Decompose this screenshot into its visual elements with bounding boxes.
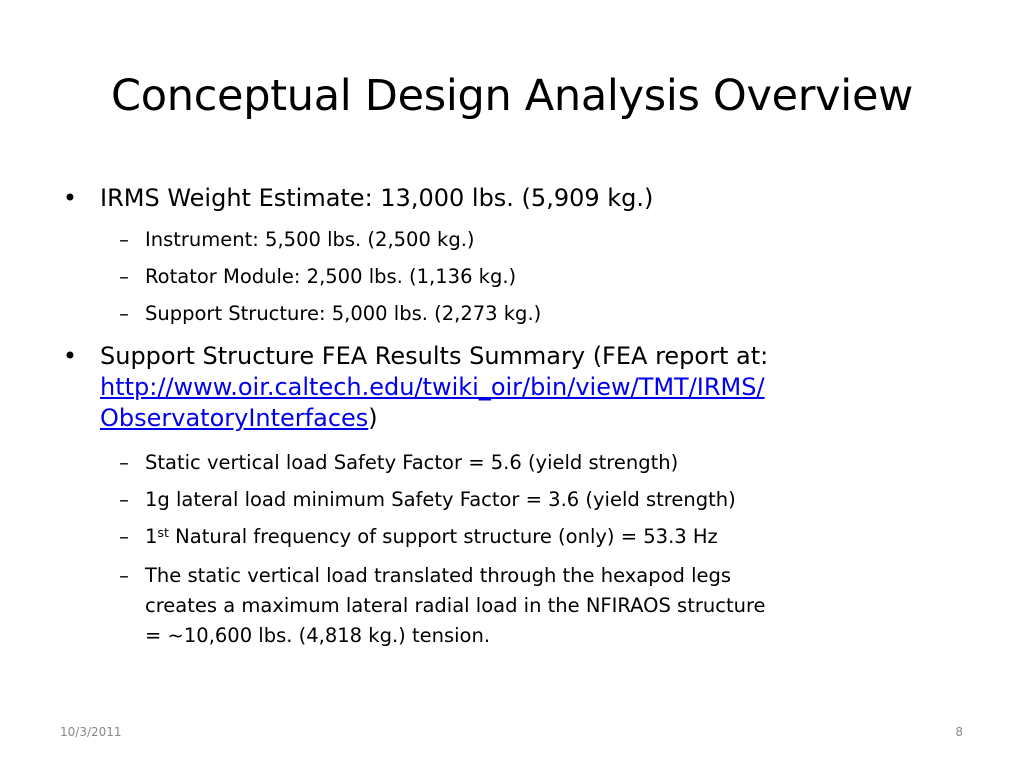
fea-report-link-continued[interactable]: ObservatoryInterfaces: [100, 404, 369, 432]
sub-marker: –: [119, 302, 129, 325]
bullet-weight-estimate: [62, 183, 960, 214]
sub-marker: –: [119, 525, 129, 548]
footer-date: 10/3/2011: [60, 725, 122, 739]
sub-item-text: Instrument: 5,500 lbs. (2,500 kg.): [145, 228, 475, 251]
sub-item-text-prefix: 1: [145, 525, 158, 548]
sub-item-lateral-safety-factor: [119, 485, 955, 515]
sub-item-hexapod-load: [119, 561, 955, 651]
sub-item-support-structure: [119, 299, 955, 329]
sub-item-text: Support Structure: 5,000 lbs. (2,273 kg.): [145, 302, 542, 325]
sub-marker: –: [119, 564, 129, 587]
sub-item-text-rest: Natural frequency of support structure (only) = 53.3 Hz: [168, 525, 718, 548]
fea-report-link[interactable]: http://www.oir.caltech.edu/twiki_oir/bin/view/TMT/IRMS/: [100, 373, 765, 401]
sub-item-line-1: The static vertical load translated through the hexapod legs: [145, 564, 732, 587]
sub-item-rotator-module: [119, 262, 955, 292]
sub-item-text: Rotator Module: 2,500 lbs. (1,136 kg.): [145, 265, 517, 288]
bullet-marker: •: [62, 342, 78, 370]
sub-item-text: Static vertical load Safety Factor = 5.6 (yield strength): [145, 451, 679, 474]
sub-item-natural-frequency: [119, 522, 955, 552]
sub-marker: –: [119, 451, 129, 474]
sub-marker: –: [119, 265, 129, 288]
sub-item-text: 1g lateral load minimum Safety Factor = 3.6 (yield strength): [145, 488, 736, 511]
sub-marker: –: [119, 488, 129, 511]
slide-title: Conceptual Design Analysis Overview: [111, 71, 913, 121]
closing-paren: ): [368, 404, 378, 432]
bullet-text: Support Structure FEA Results Summary (FEA report at:: [100, 342, 769, 370]
bullet-fea-results: [62, 341, 960, 434]
sub-item-line-2: creates a maximum lateral radial load in the NFIRAOS structure: [145, 594, 766, 617]
sub-item-instrument: [119, 225, 955, 255]
bullet-marker: •: [62, 184, 78, 212]
sub-item-static-safety-factor: [119, 448, 955, 478]
footer-page-number: 8: [955, 725, 963, 739]
sub-marker: –: [119, 228, 129, 251]
sub-item-line-3: = ~10,600 lbs. (4,818 kg.) tension.: [145, 624, 491, 647]
bullet-text: IRMS Weight Estimate: 13,000 lbs. (5,909 kg.): [100, 184, 654, 212]
ordinal-superscript: st: [157, 525, 169, 541]
